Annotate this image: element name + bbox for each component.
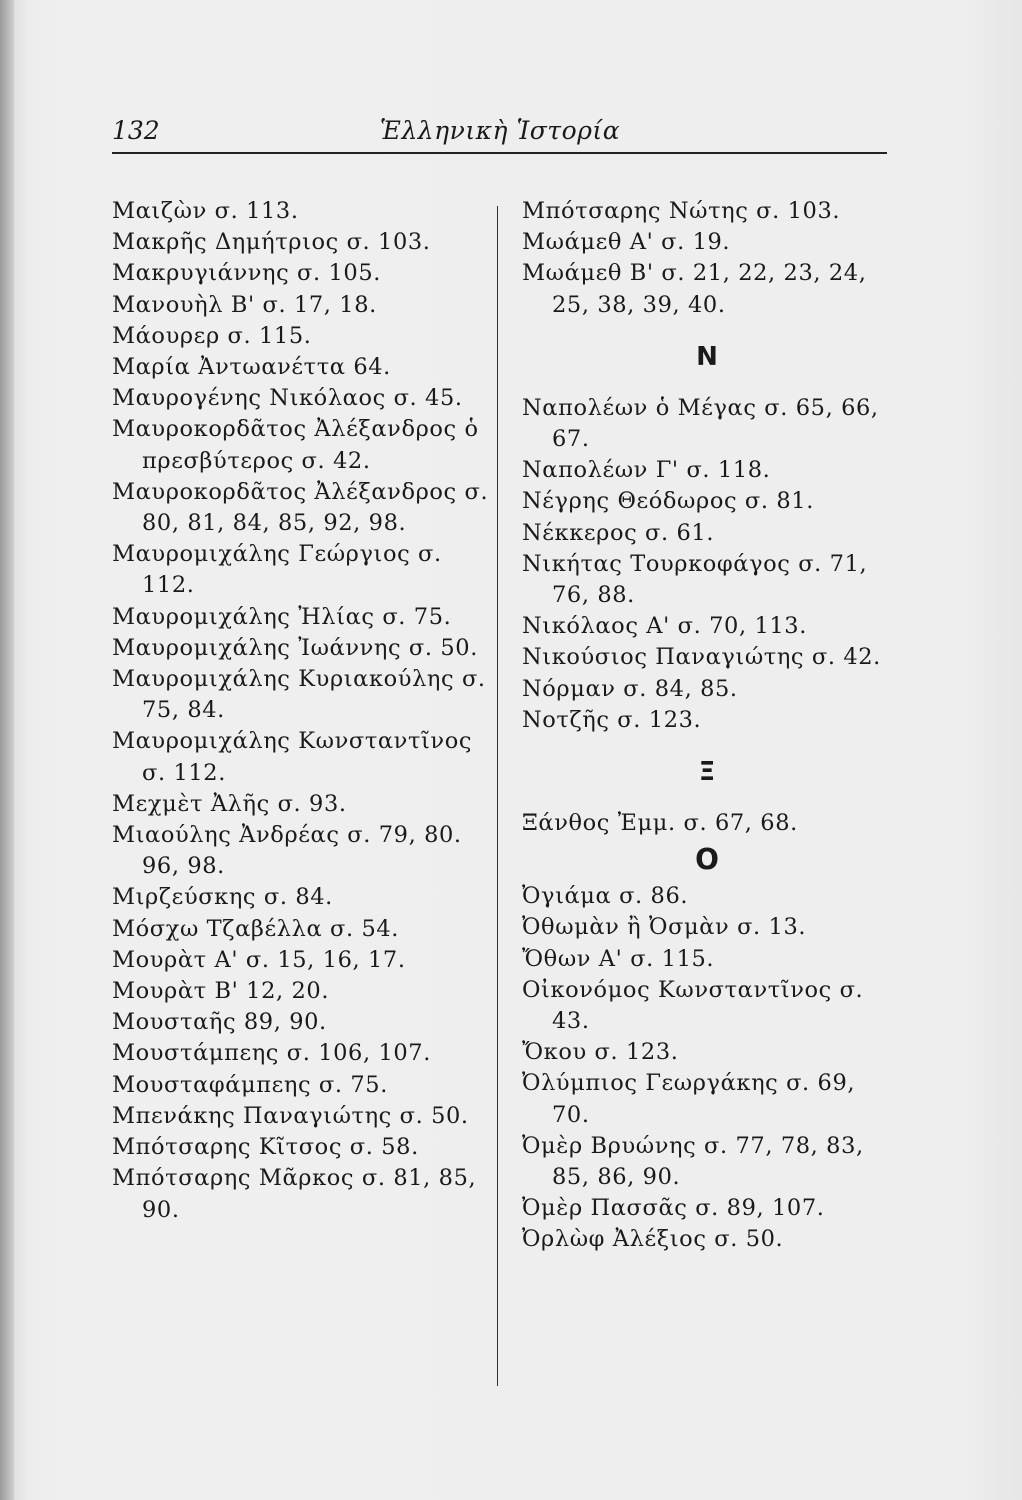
index-column-left [112,196,490,1226]
index-entry: Ὄκου σ. 123. [522,1039,679,1066]
page-number: 132 [112,116,160,145]
index-entry: Νικόλαος Α' σ. 70, 113. [522,613,807,640]
index-entry: Μαυρομιχάλης Κυριακούλης σ. 75, 84. [112,666,486,724]
index-entry: Μαιζὼν σ. 113. [112,198,299,224]
index-entry: Μουσταφάμπεης σ. 75. [112,1071,388,1098]
running-head [112,116,888,156]
index-entry: Μόσχω Τζαβέλλα σ. 54. [112,915,400,942]
index-entry: Νέγρης Θεόδωρος σ. 81. [522,488,814,515]
index-entry: Μπότσαρης Κῖτσος σ. 58. [112,1134,419,1161]
index-entry: Μπότσαρης Νώτης σ. 103. [522,198,841,224]
index-entry: Ὀθωμὰν ἢ Ὀσμὰν σ. 13. [522,914,807,941]
index-entry: Μπότσαρης Μᾶρκος σ. 81, 85, 90. [112,1165,477,1223]
column-divider [497,206,498,1386]
index-entry: Μουρὰτ Β' 12, 20. [112,978,330,1005]
index-entry: Μακρυγιάννης σ. 105. [112,260,382,287]
section-letter-xi: Ξ [698,757,716,788]
index-entry: Μουστάμπεης σ. 106, 107. [112,1040,431,1067]
index-entry: Μαυρομιχάλης Ἰωάννης σ. 50. [112,634,478,661]
index-entry: Ὀμὲρ Πασσᾶς σ. 89, 107. [522,1195,825,1222]
index-column-right [522,196,892,1256]
index-entry: Ὄθων Α' σ. 115. [522,945,715,972]
index-entry: Οἰκονόμος Κωνσταντῖνος σ. 43. [522,976,864,1035]
index-entry: Μουρὰτ Α' σ. 15, 16, 17. [112,946,406,973]
index-entry: Ὀγιάμα σ. 86. [522,883,689,910]
index-entry: Ναπολέων ὁ Μέγας σ. 65, 66, 67. [522,394,879,453]
index-entry: Μωάμεθ Β' σ. 21, 22, 23, 24, 25, 38, 39, 40. [522,260,867,318]
index-entry: Νικούσιος Παναγιώτης σ. 42. [522,644,881,671]
index-entry: Ὀρλὼφ Ἀλέξιος σ. 50. [522,1226,784,1253]
index-entry: Μιρζεύσκης σ. 84. [112,884,333,911]
index-entry: Μεχμὲτ Ἀλῆς σ. 93. [112,790,347,817]
index-entry: Μανουὴλ Β' σ. 17, 18. [112,291,377,318]
index-entry: Μαυρογένης Νικόλαος σ. 45. [112,385,463,412]
index-entry: Μαυροκορδᾶτος Ἀλέξανδρος σ. 80, 81, 84, 85, 92, 98. [112,478,489,537]
index-entry: Μάουρερ σ. 115. [112,322,312,349]
index-entry: Νοτζῆς σ. 123. [522,706,702,733]
index-entry: Μαυρομιχάλης Ἠλίας σ. 75. [112,603,452,630]
index-entry: Μωάμεθ Α' σ. 19. [522,229,731,256]
running-title: Ἑλληνικὴ Ἱστορία [379,116,621,145]
index-entry: Μουσταῆς 89, 90. [112,1009,327,1036]
index-entry: Ξάνθος Ἐμμ. σ. 67, 68. [522,810,798,837]
section-letter-o: Ο [695,843,719,877]
index-entry: Μαυρομιχάλης Γεώργιος σ. 112. [112,541,442,599]
book-spine-shadow [0,0,14,1500]
index-entry: Μαυροκορδᾶτος Ἀλέξανδρος ὁ πρεσβύτερος σ. 42. [112,416,479,474]
index-entry: Ὀμὲρ Βρυώνης σ. 77, 78, 83, 85, 86, 90. [522,1132,864,1191]
index-entry: Νέκκερος σ. 61. [522,519,715,546]
index-entry: Ὀλύμπιος Γεωργάκης σ. 69, 70. [522,1070,856,1128]
index-entry: Νόρμαν σ. 84, 85. [522,675,738,702]
index-entry: Μπενάκης Παναγιώτης σ. 50. [112,1102,469,1129]
index-entry: Νικήτας Τουρκοφάγος σ. 71, 76, 88. [522,550,868,609]
index-entry: Μιαούλης Ἀνδρέας σ. 79, 80. 96, 98. [112,822,462,880]
index-entry: Ναπολέων Γ' σ. 118. [522,457,771,484]
index-entry: Μαρία Ἀντωανέττα 64. [112,354,391,381]
index-entry: Μαυρομιχάλης Κωνσταντῖνος σ. 112. [112,728,473,786]
header-rule [112,152,887,154]
section-letter-n: Ν [696,341,718,372]
index-entry: Μακρῆς Δημήτριος σ. 103. [112,229,431,256]
